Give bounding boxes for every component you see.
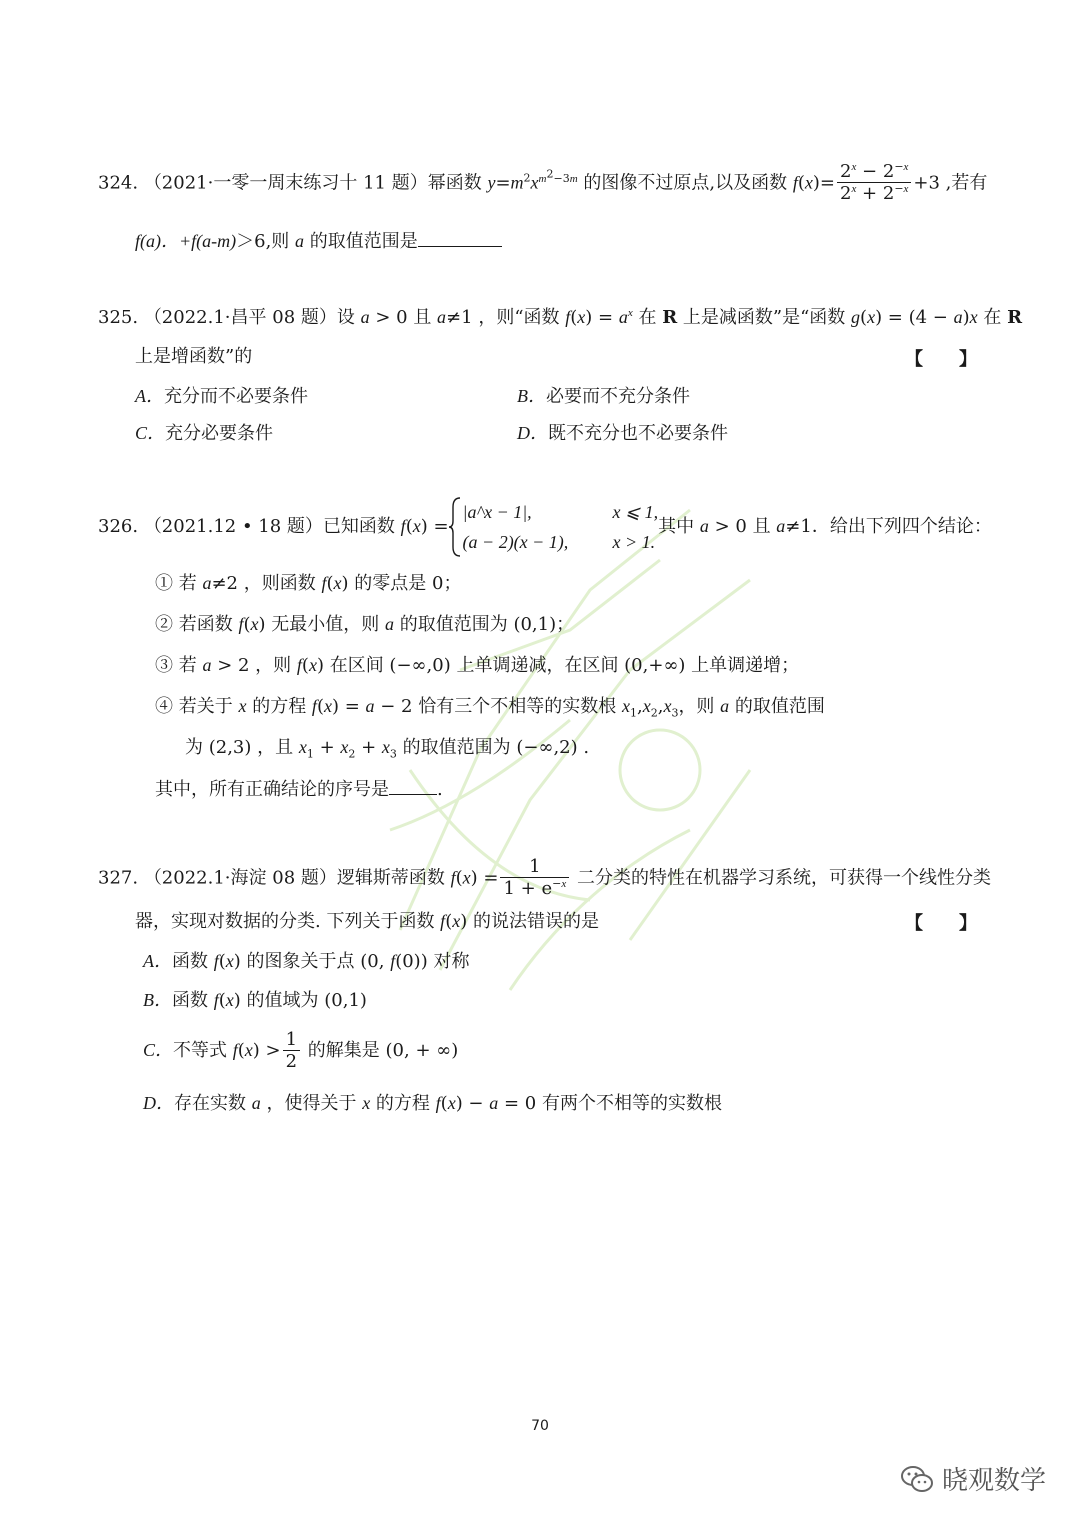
page-number: 70: [531, 1418, 549, 1434]
q324-source: （2021·一零一周末练习十 11 题）: [143, 172, 428, 194]
q325-text3: ，则“函数: [472, 307, 566, 328]
q327-number: 327.: [98, 867, 139, 889]
q326-line1: 326. （2021.12 • 18 题）已知函数 f(x) = |a^x − 1|, x ⩽ 1, (a − 2)(x − 1), x > 1. 其中 a > 0 且 a≠1．给出下列四个结论：: [98, 497, 992, 557]
q327-option-b: B．函数 f(x) 的值域为 (0,1): [143, 990, 367, 1011]
q326-item-3: ③ 若 a > 2 ，则 f(x) 在区间 (−∞,0) 上单调递减，在区间 (0,+∞) 上单调递增；: [155, 655, 800, 676]
q324-text: 幂函数: [427, 172, 488, 194]
q324-condition: f(a)．+f(a-m): [135, 231, 237, 251]
q327-text2: 二分类的特性在机器学习系统，可获得一个线性分类: [571, 867, 991, 889]
q326-item-2: ② 若函数 f(x) 无最小值，则 a 的取值范围为 (0,1)；: [155, 614, 575, 635]
wechat-icon: [900, 1464, 934, 1494]
q327-fraction: $\frac{1}{1 + e^{-x}}$: [500, 857, 569, 900]
q325-option-a: A．充分而不必要条件: [135, 386, 308, 407]
q326-source: （2021.12 • 18 题）: [143, 516, 323, 537]
q327-source: （2022.1·海淀 08 题）: [143, 867, 337, 889]
q325-text5: 上是减函数”是“函数: [677, 307, 852, 328]
q327-option-a: A．函数 f(x) 的图象关于点 (0, f(0)) 对称: [143, 951, 470, 972]
q326-item-1: ① 若 a≠2 ，则函数 f(x) 的零点是 0；: [155, 573, 462, 594]
q326-number: 326.: [98, 516, 139, 537]
q324-text2: 的图像不过原点,以及函数: [577, 172, 793, 194]
q324-answer-blank: [418, 228, 502, 247]
q327-line2: 器，实现对数据的分类. 下列关于函数 f(x) 的说法错误的是: [135, 911, 599, 932]
q324-fraction: $\frac{2^x - 2^{-x}}{2^x + 2^{-x}}$: [837, 162, 911, 205]
q325-text2: 且: [407, 307, 438, 328]
q326-cond1: x ⩽ 1,: [612, 502, 659, 522]
q326-text2: 其中: [658, 516, 700, 537]
q326-case1: |a^x − 1|,: [462, 502, 532, 522]
q326-item-4: ④ 若关于 x 的方程 f(x) = a − 2 恰有三个不相等的实数根 $x_1,x_2,x_3$，则 a 的取值范围: [155, 696, 825, 720]
q326-final: 其中，所有正确结论的序号是 .: [155, 776, 443, 802]
q325-text6: 在: [977, 307, 1008, 328]
q324-line1: 324. （2021·一零一周末练习十 11 题）幂函数 $y=m^2x^{m^2-3m}$ 的图像不过原点,以及函数 f(x)= $\frac{2^x - 2^{-x}}{2^x + 2^{-x}}$ +3 ,若有: [98, 160, 988, 204]
q327-text1: 逻辑斯蒂函数: [336, 867, 451, 889]
q324-text5: 的取值范围是: [304, 231, 418, 252]
q326-text1: 已知函数: [322, 516, 401, 537]
q325-option-d: D．既不充分也不必要条件: [517, 423, 728, 444]
q326-cond2: x > 1.: [612, 532, 656, 552]
q326-text4: ．给出下列四个结论：: [811, 516, 992, 537]
q327-option-d: D．存在实数 a ，使得关于 x 的方程 f(x) − a = 0 有两个不相等的实数根: [143, 1093, 722, 1114]
q325-answer-bracket: 【 】: [905, 349, 977, 370]
q325-line1: 325. （2022.1·昌平 08 题）设 a > 0 且 a≠1 ，则“函数 $f(x) = a^x$ 在 R 上是减函数”是“函数 g(x) = (4 − a)x 在 R: [98, 307, 1023, 328]
q324-line2: f(a)．+f(a-m)＞6,则 a 的取值范围是: [135, 228, 502, 254]
q326-case2: (a − 2)(x − 1),: [462, 532, 569, 552]
q325-option-c: C．充分必要条件: [135, 423, 274, 444]
q325-set-r: R: [662, 307, 678, 328]
q324-power-function: y: [487, 172, 496, 193]
q326-text3: 且: [746, 516, 777, 537]
q327-answer-bracket: 【 】: [905, 913, 977, 934]
q326-item-4-cont: 为 (2,3) ，且 $x_1 + x_2 + x_3$ 的取值范围为 (−∞,2) .: [185, 737, 590, 761]
brand-name: 晓观数学: [942, 1466, 1047, 1496]
q327-line1: 327. （2022.1·海淀 08 题）逻辑斯蒂函数 f(x) = $\frac{1}{1 + e^{-x}}$ 二分类的特性在机器学习系统，可获得一个线性分类: [98, 856, 991, 899]
q327-option-c: C．不等式 f(x) > $\frac{1}{2}$ 的解集是 (0, + ∞): [143, 1028, 459, 1072]
brand-watermark: [900, 1460, 1046, 1497]
q325-source: （2022.1·昌平 08 题）: [143, 307, 337, 328]
q325-set-r2: R: [1007, 307, 1023, 328]
q325-text1: 设: [336, 307, 361, 328]
q324-text4: ＞6,则: [236, 231, 296, 252]
q326-piecewise: [449, 497, 659, 557]
q325-line2: 上是增函数”的: [135, 346, 253, 367]
q324-text3: +3 ,若有: [913, 172, 988, 194]
q326-answer-blank: [389, 776, 437, 795]
q325-text4: 在: [632, 307, 663, 328]
q325-option-b: B．必要而不充分条件: [517, 386, 690, 407]
q324-number: 324.: [98, 172, 139, 194]
q325-number: 325.: [98, 307, 139, 328]
